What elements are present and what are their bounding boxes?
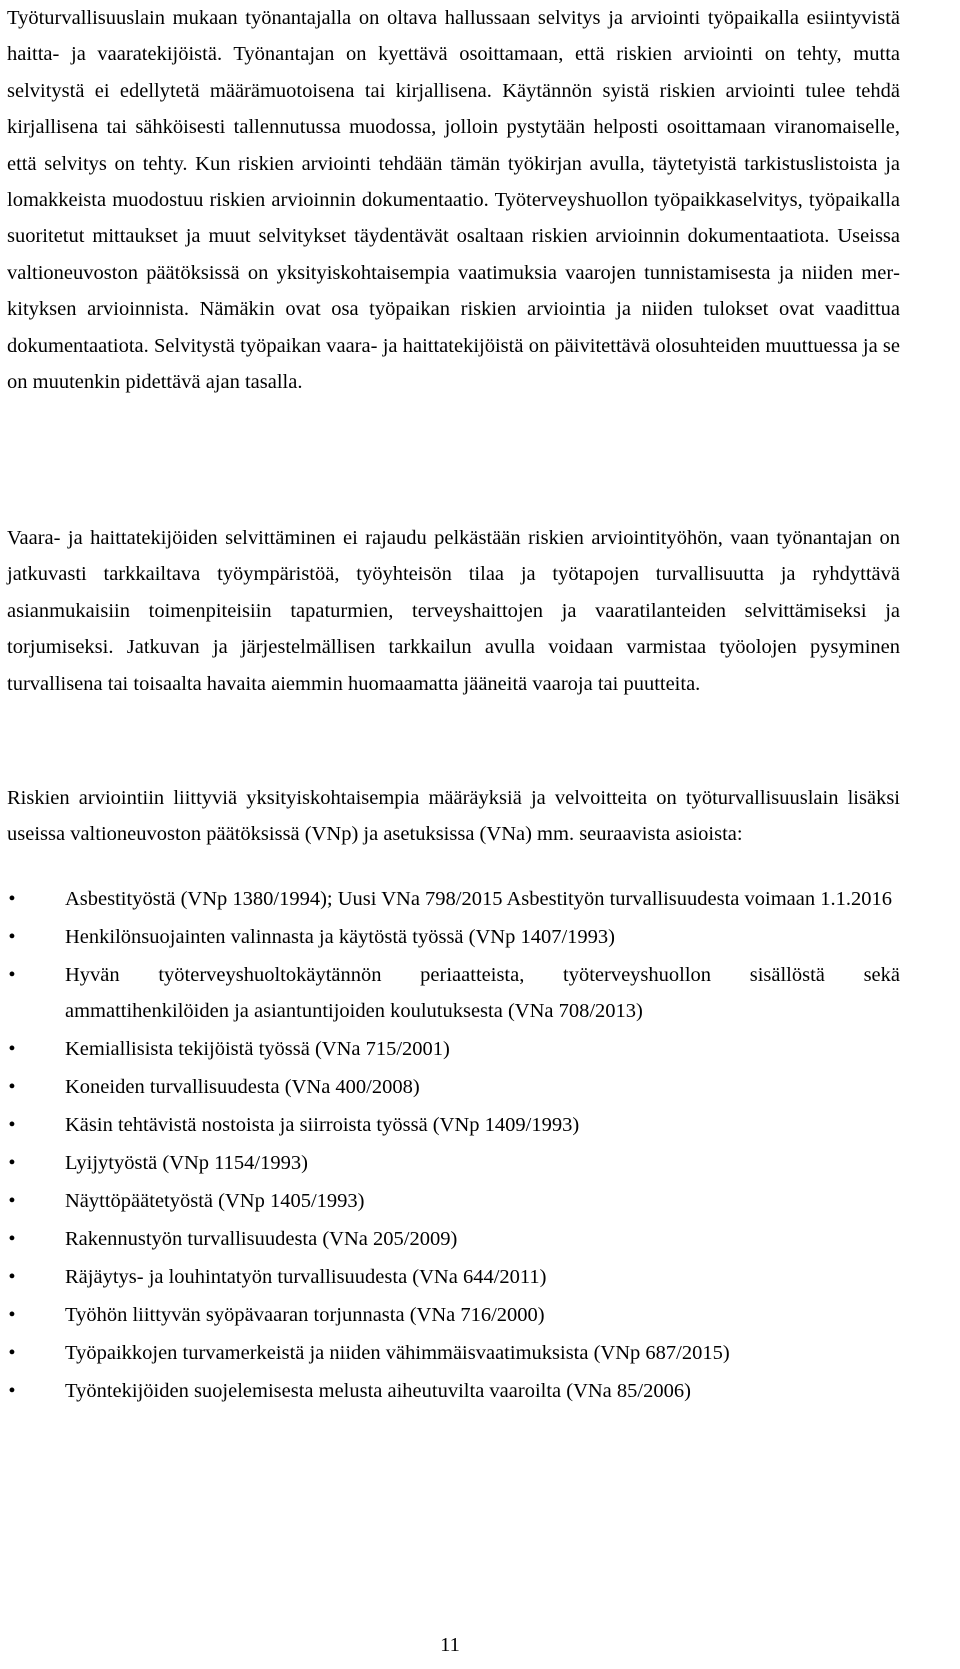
list-item-text: Työntekijöiden suojelemisesta melusta aiheutuvilta vaaroilta (VNa 85/2006) [65, 1380, 691, 1403]
regulations-list [7, 881, 900, 1411]
bullet-icon: • [8, 1190, 16, 1213]
list-item-text: Lyijytyöstä (VNp 1154/1993) [65, 1152, 308, 1175]
list-item [7, 1297, 900, 1333]
bullet-icon: • [8, 1304, 16, 1327]
list-item [7, 1183, 900, 1219]
list-item [7, 881, 900, 917]
list-item [7, 1259, 900, 1295]
list-item [7, 1069, 900, 1105]
bullet-icon: • [8, 964, 16, 986]
list-item [7, 1107, 900, 1143]
list-item-text: Näyttöpäätetyöstä (VNp 1405/1993) [65, 1190, 365, 1213]
list-item-text: Työpaikkojen turvamerkeistä ja niiden vähimmäisvaatimuksista (VNp 687/2015) [65, 1342, 730, 1365]
list-item-text: Räjäytys- ja louhintatyön turvallisuudesta (VNa 644/2011) [65, 1266, 547, 1289]
list-item-text: Työhön liittyvän syöpävaaran torjunnasta (VNa 716/2000) [65, 1304, 545, 1327]
bullet-icon: • [8, 1114, 16, 1137]
list-item [7, 1335, 900, 1371]
paragraph-hazard-monitoring: Vaara- ja haittatekijöiden selvittäminen ei rajaudu pelkästään riskien arviointityöhön, vaan työnantajan on jatkuvasti tarkkailtava työympäristöä, työyhteisön tilaa ja työtapojen turvallisuutta ja ryhdyttävä asianmukaisiin toimenpiteisiin tapaturmien, terveyshaittojen ja vaaratilanteiden selvittämiseksi ja torjumiseksi. Jatkuvan ja järjestelmällisen tarkkailun avulla voidaan varmistaa työolojen pysyminen turvallisena tai toisaalta havaita aiemmin huomaamatta jääneitä vaaroja tai puutteita. [7, 527, 900, 695]
list-item-text: Hyvän työterveyshuoltokäytännön periaatteista, työterveyshuollon sisällöstä sekä ammattihenkilöiden ja asiantuntijoiden koulutuksesta (VNa 708/2013) [65, 964, 900, 1023]
list-item-text: Asbestityöstä (VNp 1380/1994); Uusi VNa 798/2015 Asbestityön turvallisuudesta voimaan 1.1.2016 [65, 888, 892, 910]
bullet-icon: • [8, 1342, 16, 1365]
paragraph-risk-assessment-obligation: Työturvallisuuslain mukaan työnantajalla on oltava hallussaan selvitys ja arviointi työpaikalla esiintyvistä haitta- ja vaaratekijöistä. Työnantajan on kyettävä osoittamaan, että riskien arviointi on tehty, mutta selvitystä ei edellytetä määrämuotoisena tai kirjallisena. Käytännön syistä riskien arviointi tulee tehdä kirjallisena tai sähköisesti tallennutussa muodossa, jolloin pystytään helposti osoittamaan viranomaiselle, että selvitys on tehty. Kun riskien arviointi tehdään tämän työkirjan avulla, täytetyistä tarkistuslistoista ja lomakkeista muodostuu riskien arvioinnin dokumentaatio. Työterveyshuollon työpaikkaselvitys, työpaikalla suoritetut mittaukset ja muut selvitykset täydentävät osaltaan riskien arvioinnin dokumentaatiota. Useissa valtioneuvoston päätöksissä on yksityiskohtaisempia vaatimuksia vaarojen tunnistamisesta ja niiden merkityksen arvioinnista. Nämäkin ovat osa työpaikan riskien arviointia ja niiden tulokset ovat vaadittua dokumentaatiota. Selvitystä työpaikan vaara- ja haittatekijöistä on päivitettävä olosuhteiden muuttuessa ja se on muutenkin pidettävä ajan tasalla. [7, 7, 900, 394]
list-item-text: Koneiden turvallisuudesta (VNa 400/2008) [65, 1076, 420, 1099]
bullet-icon: • [8, 1266, 16, 1289]
paragraph-regulations-intro: Riskien arviointiin liittyviä yksityiskohtaisempia määräyksiä ja velvoitteita on työturvallisuuslain lisäksi useissa valtioneuvoston päätöksissä (VNp) ja asetuksissa (VNa) mm. seuraavista asioista: [7, 787, 900, 846]
bullet-icon: • [8, 1152, 16, 1175]
page-number: 11 [440, 1634, 460, 1656]
bullet-icon: • [8, 1228, 16, 1251]
list-item [7, 1031, 900, 1067]
list-item-text: Rakennustyön turvallisuudesta (VNa 205/2009) [65, 1228, 458, 1251]
list-item-text: Käsin tehtävistä nostoista ja siirroista työssä (VNp 1409/1993) [65, 1114, 580, 1137]
bullet-icon: • [8, 926, 16, 948]
list-item-text: Kemiallisista tekijöistä työssä (VNa 715/2001) [65, 1038, 450, 1061]
bullet-icon: • [8, 888, 16, 910]
bullet-icon: • [8, 1038, 16, 1061]
bullet-icon: • [8, 1380, 16, 1403]
list-item-text: Henkilönsuojainten valinnasta ja käytöstä työssä (VNp 1407/1993) [65, 926, 615, 948]
list-item [7, 957, 900, 1030]
list-item [7, 1373, 900, 1409]
bullet-icon: • [8, 1076, 16, 1099]
list-item [7, 919, 900, 955]
list-item [7, 1145, 900, 1181]
list-item [7, 1221, 900, 1257]
